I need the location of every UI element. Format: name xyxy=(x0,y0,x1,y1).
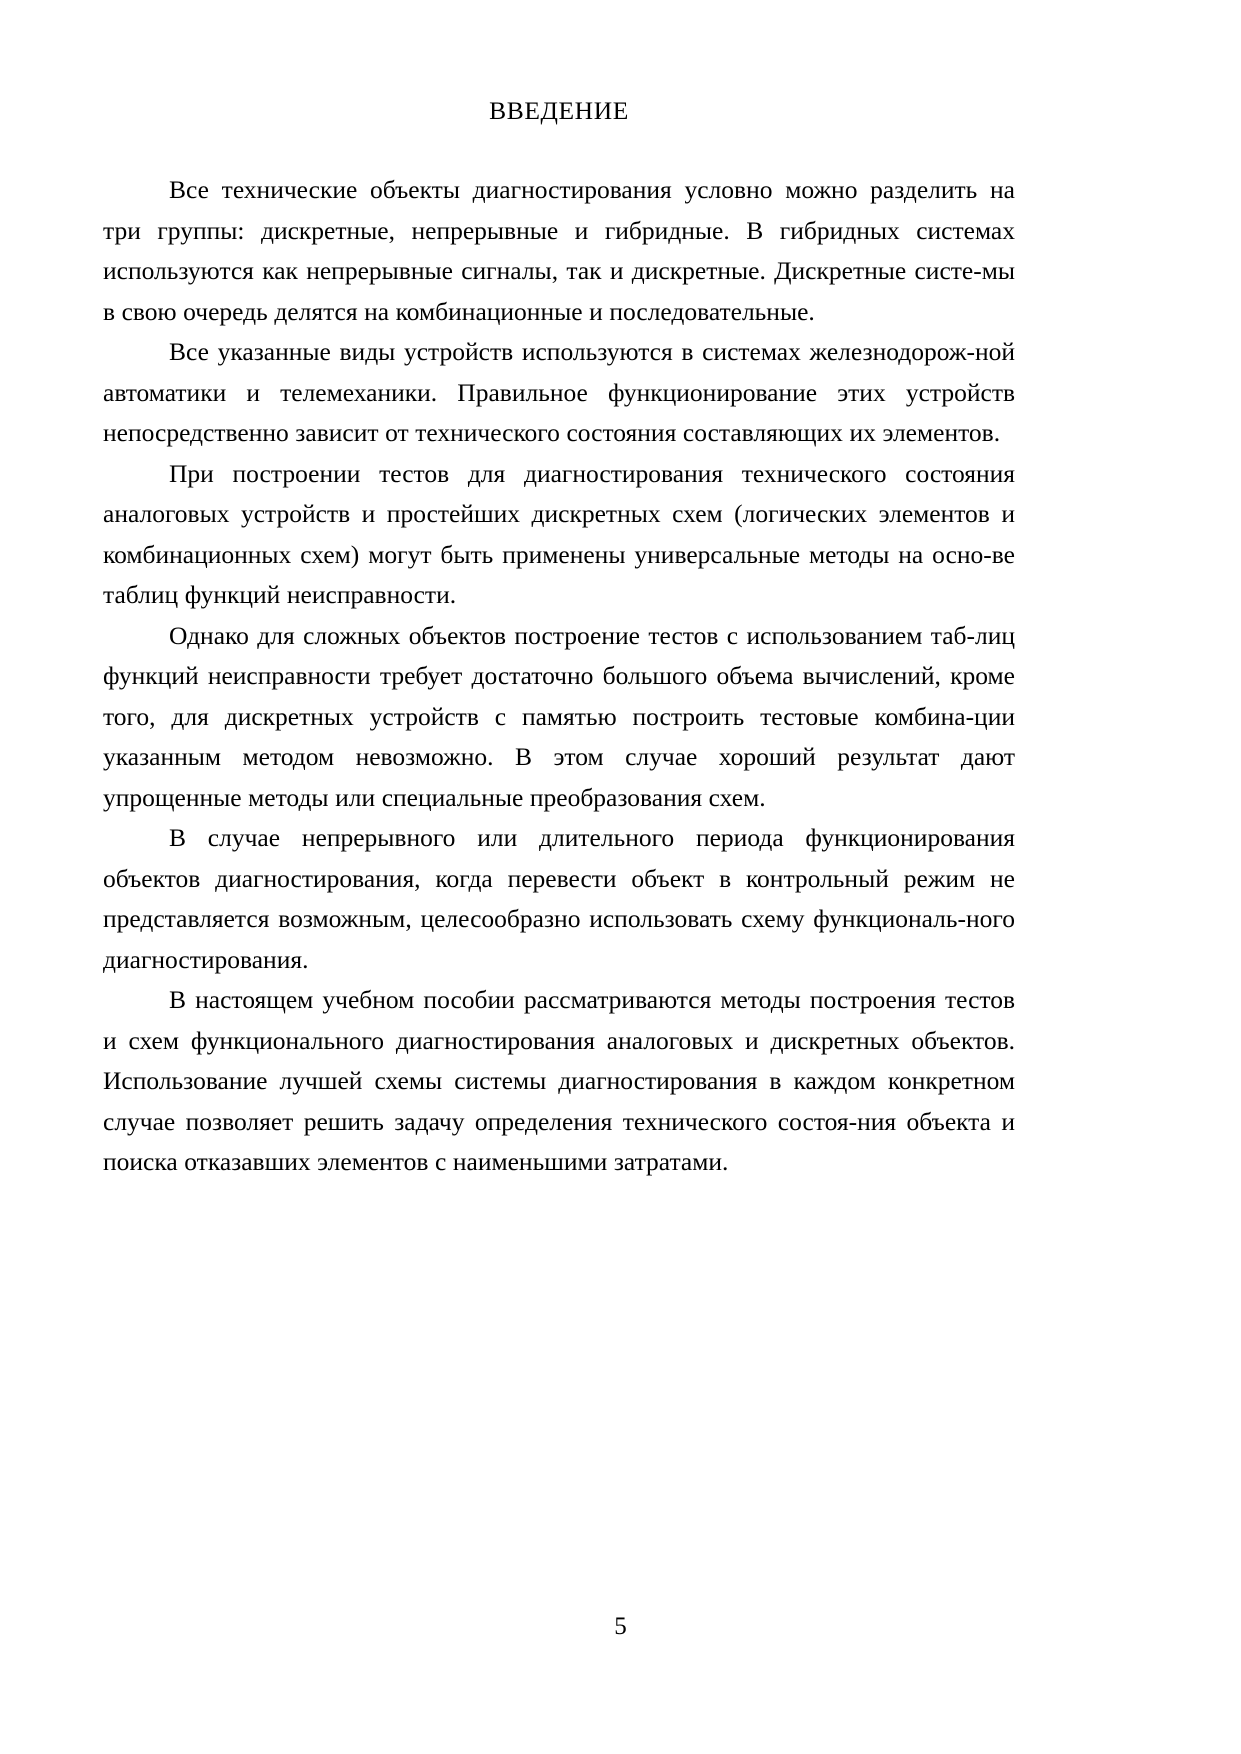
page-number: 5 xyxy=(614,1613,627,1640)
paragraph-1: Все технические объекты диагностирования условно можно разделить на три группы: дискретные, непрерывные и гибридные. В гибридных системах используются как непрерывные сигналы, так и дискретные. Дискретные систе-мы в свою очередь делятся на комбинационные и последовательные. xyxy=(103,175,1015,326)
page-content xyxy=(103,96,1015,1183)
paragraph-3: При построении тестов для диагностирования технического состояния аналоговых устройств и простейших дискретных схем (логических элементов и комбинационных схем) могут быть применены универсальные методы на осно-ве таблиц функций неисправности. xyxy=(103,458,1015,609)
paragraph-6: В настоящем учебном пособии рассматриваются методы построения тестов и схем функционального диагностирования аналоговых и дискретных объектов. Использование лучшей схемы системы диагностирования в каждом конкретном случае позволяет решить задачу определения технического состоя-ния объекта и поиска отказавших элементов с наименьшими затратами. xyxy=(103,985,1015,1176)
paragraph-5: В случае непрерывного или длительного периода функционирования объектов диагностирования, когда перевести объект в контрольный режим не представляется возможным, целесообразно использовать схему функциональ-ного диагностирования. xyxy=(103,823,1015,974)
paragraph-2: Все указанные виды устройств используются в системах железнодорож-ной автоматики и телемеханики. Правильное функционирование этих устройств непосредственно зависит от технического состояния составляющих их элементов. xyxy=(103,337,1015,447)
paragraph-4: Однако для сложных объектов построение тестов с использованием таб-лиц функций неисправности требует достаточно большого объема вычислений, кроме того, для дискретных устройств с памятью построить тестовые комбина-ции указанным методом невозможно. В этом случае хороший результат дают упрощенные методы или специальные преобразования схем. xyxy=(103,620,1015,812)
page-title: ВВЕДЕНИЕ xyxy=(489,96,629,125)
